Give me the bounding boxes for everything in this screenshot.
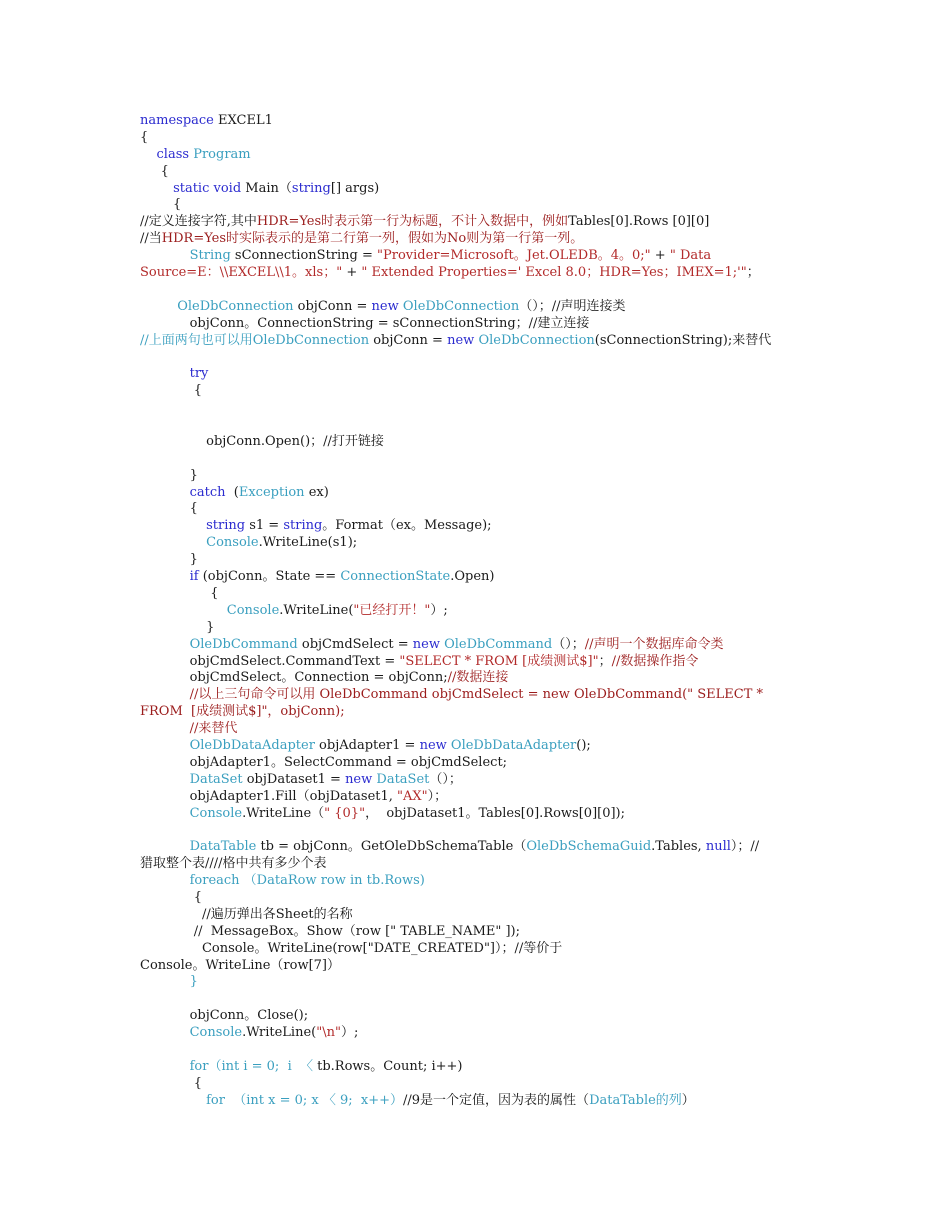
code-token: }: [189, 974, 198, 990]
code-token: string: [283, 518, 323, 534]
code-token: //以上三句命令可以用 OleDbCommand objCmdSelect = new OleDbCommand(" SELECT *: [189, 687, 764, 703]
code-token: OleDbDataAdapter: [189, 737, 315, 753]
code-line: [140, 789, 820, 806]
code-token: 猎取整个表////格中共有多少个表: [140, 856, 327, 872]
code-line: [140, 299, 820, 316]
code-token: ）；: [427, 788, 448, 804]
code-token: void: [213, 180, 242, 196]
code-token: objConn =: [369, 332, 448, 348]
code-token: objConn =: [293, 298, 372, 314]
code-token: " Extended Properties=' Excel 8.0；HDR=Yes；IMEX=1;'": [361, 265, 747, 281]
code-line: [140, 434, 820, 451]
code-token: Console: [206, 535, 259, 551]
code-token: [140, 1025, 190, 1040]
code-token: [140, 772, 190, 787]
code-token: objAdapter1 =: [314, 737, 420, 753]
code-token: objCmdSelect。Connection = objConn;: [140, 670, 448, 686]
code-token: }: [140, 467, 198, 483]
code-line: [140, 670, 820, 687]
code-token: {: [140, 889, 202, 905]
code-line: [140, 991, 820, 1008]
code-token: s1 =: [245, 518, 284, 534]
code-token: // MessageBox。Show（row [" TABLE_NAME" ]);: [140, 923, 521, 939]
code-line: [140, 603, 820, 620]
code-token: ， objDataset1。Tables[0].Rows[0][0]);: [365, 805, 626, 821]
code-token: try: [189, 366, 209, 382]
code-token: OleDbConnection: [177, 298, 294, 314]
code-token: " Data: [669, 248, 712, 264]
code-token: //遍历弹出各Sheet的名称: [140, 906, 353, 922]
code-token: (sConnectionString);来替代: [594, 332, 772, 348]
code-line: [140, 755, 820, 772]
code-token: ex): [304, 484, 329, 500]
code-line: [140, 147, 820, 164]
code-line: [140, 214, 820, 231]
code-line: [140, 130, 820, 147]
code-token: //定义连接字符,其中: [140, 214, 257, 230]
code-line: [140, 181, 820, 198]
code-token: [140, 974, 190, 989]
code-token: HDR=Yes时实际表示的是第二行第一列，假如为No则为第一行第一列。: [161, 231, 584, 247]
code-token: OleDbCommand: [189, 636, 298, 652]
code-line: [140, 822, 820, 839]
code-token: (: [225, 484, 239, 500]
code-token: ；: [598, 653, 612, 669]
code-token: Console。WriteLine(row["DATE_CREATED"]）；//等价于: [140, 940, 563, 956]
code-token: OleDbConnection: [402, 298, 520, 314]
code-line: [140, 1042, 820, 1059]
code-line: [140, 1059, 820, 1076]
code-token: [140, 738, 190, 753]
code-token: Tables[0].Rows [0][0]: [568, 214, 710, 230]
code-token: for （int x = 0; x 〈 9; x++）: [206, 1092, 404, 1108]
code-token: [140, 839, 190, 854]
code-token: Console: [189, 1025, 243, 1041]
code-token: OleDbConnection: [478, 332, 595, 348]
code-token: [140, 603, 227, 618]
code-token: foreach （DataRow row in tb.Rows): [189, 873, 425, 889]
code-token: [140, 535, 206, 550]
code-token: [140, 518, 206, 533]
code-token: OleDbCommand: [444, 636, 553, 652]
code-line: [140, 586, 820, 603]
code-token: objAdapter1.Fill（objDataset1,: [140, 788, 398, 804]
code-token: DataSet: [376, 771, 430, 787]
code-line: [140, 654, 820, 671]
code-line: [140, 282, 820, 299]
code-token: null: [705, 839, 731, 855]
code-line: [140, 501, 820, 518]
code-token: " {0}": [324, 805, 366, 821]
code-token: [140, 721, 190, 736]
code-line: [140, 451, 820, 468]
code-token: "已经打开！": [353, 602, 431, 618]
code-document: [140, 113, 820, 1110]
code-token: //数据连接: [447, 670, 509, 686]
code-line: [140, 518, 820, 535]
code-line: [140, 873, 820, 890]
code-token: }: [140, 619, 215, 635]
code-token: HDR=Yes时表示第一行为标题，不计入数据中，例如: [256, 214, 569, 230]
code-line: [140, 316, 820, 333]
code-token: {: [140, 1075, 202, 1091]
code-token: tb = objConn。GetOleDbSchemaTable（: [256, 839, 527, 855]
code-line: [140, 349, 820, 366]
code-line: [140, 1093, 820, 1110]
code-token: Program: [193, 146, 251, 162]
code-token: [140, 806, 190, 821]
code-token: if: [189, 569, 199, 585]
code-token: for（int i = 0; i 〈: [189, 1058, 318, 1074]
code-line: [140, 806, 820, 823]
code-line: [140, 738, 820, 755]
code-line: [140, 569, 820, 586]
code-line: [140, 265, 820, 282]
code-token: "\n": [316, 1025, 341, 1041]
code-token: string: [291, 180, 331, 196]
code-line: [140, 637, 820, 654]
code-line: [140, 333, 820, 350]
code-line: [140, 721, 820, 738]
code-line: [140, 1008, 820, 1025]
code-line: [140, 468, 820, 485]
code-line: [140, 687, 820, 704]
code-line: [140, 1025, 820, 1042]
code-token: "SELECT * FROM [成绩测试$]": [399, 653, 599, 669]
code-token: class: [156, 146, 190, 162]
code-token: new: [371, 298, 399, 314]
code-token: //来替代: [189, 721, 238, 737]
code-line: [140, 417, 820, 434]
code-token: +: [650, 248, 670, 264]
code-token: Exception: [238, 484, 305, 500]
code-token: new: [412, 636, 440, 652]
code-token: [140, 569, 190, 584]
code-token: //上面两句也可以用OleDbConnection: [140, 332, 370, 348]
code-token: namespace: [140, 113, 214, 128]
code-token: .WriteLine(s1);: [258, 535, 358, 551]
code-token: ）；//: [730, 839, 760, 855]
code-token: new: [447, 332, 475, 348]
code-line: [140, 907, 820, 924]
code-token: OleDbDataAdapter: [450, 737, 577, 753]
code-line: [140, 924, 820, 941]
code-token: {: [140, 129, 149, 145]
code-line: [140, 552, 820, 569]
code-token: [140, 637, 190, 652]
code-token: [140, 248, 190, 263]
code-line: [140, 113, 820, 130]
code-token: {: [140, 163, 169, 179]
code-token: objConn.Open()；//打开链接: [140, 433, 384, 449]
code-token: （）；: [552, 636, 585, 652]
code-token: Source=E：\\EXCEL\\1。xls；": [140, 265, 343, 281]
code-token: String: [189, 248, 231, 264]
code-line: [140, 197, 820, 214]
code-line: [140, 535, 820, 552]
code-token: Main（: [241, 180, 292, 196]
code-token: //声明一个数据库命令类: [584, 636, 724, 652]
code-token: .WriteLine(: [279, 602, 354, 618]
code-token: ；: [746, 265, 760, 281]
code-line: [140, 856, 820, 873]
code-token: objAdapter1。SelectCommand = objCmdSelect;: [140, 754, 508, 770]
code-token: .WriteLine（: [242, 805, 325, 821]
code-token: OleDbSchemaGuid: [526, 839, 652, 855]
code-token: Console: [226, 602, 280, 618]
code-token: FROM [成绩测试$]"，objConn);: [140, 704, 345, 720]
code-line: [140, 958, 820, 975]
code-line: [140, 839, 820, 856]
code-token: [140, 873, 190, 888]
code-token: （）；: [429, 771, 462, 787]
code-token: [140, 1059, 190, 1074]
code-token: {: [140, 501, 198, 517]
code-token: new: [345, 771, 373, 787]
code-token: .Tables,: [651, 839, 706, 855]
code-line: [140, 366, 820, 383]
code-line: [140, 890, 820, 907]
code-token: objCmdSelect.CommandText =: [140, 653, 400, 669]
code-token: tb.Rows。Count; i++): [317, 1058, 463, 1074]
code-token: objDataset1 =: [242, 771, 346, 787]
code-line: [140, 620, 820, 637]
code-token: ）;: [340, 1025, 359, 1041]
code-token: .Open): [450, 569, 495, 585]
code-line: [140, 772, 820, 789]
code-line: [140, 231, 820, 248]
code-line: [140, 1076, 820, 1093]
code-token: "AX": [397, 788, 428, 804]
code-token: [140, 1093, 206, 1108]
code-token: [140, 181, 173, 196]
code-line: [140, 974, 820, 991]
code-token: objCmdSelect =: [297, 636, 413, 652]
code-token: {: [140, 585, 219, 601]
code-token: {: [140, 383, 202, 399]
code-token: [140, 485, 190, 500]
code-token: [140, 366, 190, 381]
code-token: //9是一个定值，因为表的属性（: [403, 1092, 590, 1108]
code-token: "Provider=Microsoft。Jet.OLEDB。4。0;": [377, 248, 651, 264]
code-token: string: [206, 518, 246, 534]
code-line: [140, 704, 820, 721]
code-token: objConn。Close();: [140, 1008, 309, 1024]
code-token: .WriteLine(: [242, 1025, 317, 1041]
code-line: [140, 164, 820, 181]
code-token: [140, 147, 157, 162]
code-token: static: [173, 180, 210, 196]
code-line: [140, 485, 820, 502]
code-token: sConnectionString =: [230, 248, 378, 264]
code-token: DataTable的列: [589, 1092, 682, 1108]
code-token: catch: [189, 484, 226, 500]
code-token: ();: [576, 737, 591, 753]
code-token: {: [140, 197, 182, 213]
code-token: DataSet: [189, 771, 243, 787]
code-token: ）;: [430, 602, 448, 618]
code-token: (objConn。State ==: [198, 569, 341, 585]
code-token: //当: [140, 231, 162, 247]
code-token: ConnectionState: [340, 569, 451, 585]
code-line: [140, 248, 820, 265]
code-token: //数据操作指令: [611, 653, 699, 669]
code-token: [] args): [330, 180, 380, 196]
code-token: new: [419, 737, 447, 753]
code-line: [140, 941, 820, 958]
code-token: EXCEL1: [213, 113, 273, 128]
code-token: DataTable: [189, 839, 257, 855]
code-token: +: [342, 265, 362, 281]
code-token: 。Format（ex。Message);: [322, 518, 492, 534]
code-line: [140, 383, 820, 400]
code-token: Console。WriteLine（row[7]）: [140, 957, 341, 973]
code-token: [140, 299, 177, 314]
code-line: [140, 400, 820, 417]
code-token: （）；//声明连接类: [519, 298, 626, 314]
code-token: Console: [189, 805, 243, 821]
code-token: ）: [681, 1092, 695, 1108]
code-token: [140, 687, 190, 702]
code-token: objConn。ConnectionString = sConnectionString；//建立连接: [140, 315, 590, 331]
code-token: }: [140, 552, 198, 568]
